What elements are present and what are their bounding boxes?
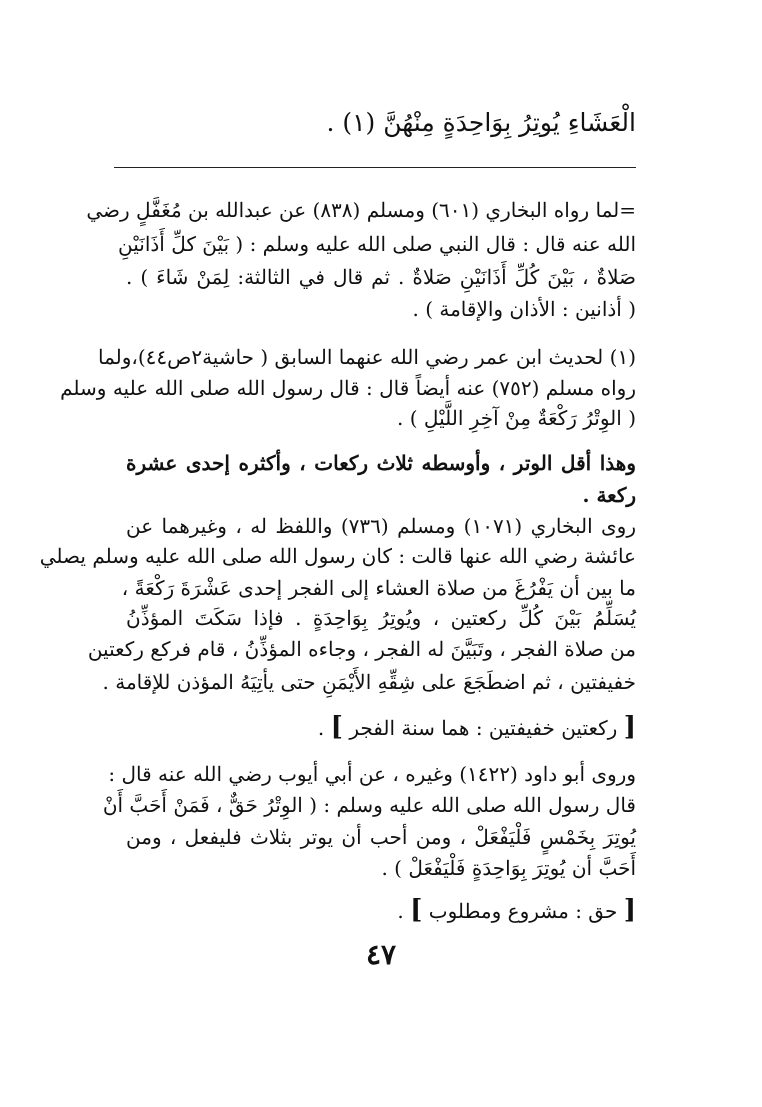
fajr-note-text: ركعتين خفيفتين : هما سنة الفجر bbox=[349, 716, 618, 740]
abu-ayyub-hadith-line-4: أَحَبَّ أن يُوتِرَ بِوَاحِدَةٍ فَلْيَفْعَلْ ) . bbox=[381, 856, 636, 880]
footnote-1-line-3: ( الوِتْرُ رَكْعَةٌ مِنْ آخِرِ اللَّيْلِ ) . bbox=[397, 406, 636, 430]
note-open-bracket: [ bbox=[623, 712, 636, 742]
aisha-hadith-line-3: ما بين أن يَفْرُغَ من صلاة العشاء إلى الفجر إحدى عَشْرَةَ رَكْعَةً ، bbox=[121, 576, 636, 600]
aisha-hadith-line-2: عائشة رضي الله عنها قالت : كان رسول الله صلى الله عليه وسلم يصلي bbox=[39, 544, 636, 568]
haqq-note bbox=[126, 893, 636, 927]
footnote-1-line-1: (١) لحديث ابن عمر رضي الله عنهما السابق ( حاشية٢ص٤٤)،ولما bbox=[97, 345, 636, 369]
footnote-1-line-2: رواه مسلم (٧٥٢) عنه أيضاً قال : قال رسول الله صلى الله عليه وسلم bbox=[60, 376, 636, 400]
note-open-bracket: [ bbox=[623, 895, 636, 925]
note-end-dot: . bbox=[317, 716, 325, 740]
footnote-continued-line-1: =لما رواه البخاري (٦٠١) ومسلم (٨٣٨) عن عبدالله بن مُغَفَّلٍ رضي bbox=[86, 198, 636, 222]
footnote-continued-line-2: الله عنه قال : قال النبي صلى الله عليه وسلم : ( بَيْنَ كلِّ أَذَانَيْنِ bbox=[118, 232, 636, 256]
haqq-note-text: حق : مشروع ومطلوب bbox=[428, 899, 618, 923]
note-close-bracket: ] bbox=[330, 712, 343, 742]
footnote-separator bbox=[114, 167, 636, 168]
page-number: ٤٧ bbox=[365, 938, 397, 971]
abu-ayyub-hadith-line-1: وروى أبو داود (١٤٢٢) وغيره ، عن أبي أيوب رضي الله عنه قال : bbox=[108, 762, 636, 786]
abu-ayyub-hadith-line-3: يُوتِرَ بِخَمْسٍ فَلْيَفْعَلْ ، ومن أحب أن يوتر بثلاث فليفعل ، ومن bbox=[126, 825, 636, 849]
top-text-line: الْعَشَاءِ يُوتِرُ بِوَاحِدَةٍ مِنْهُنَّ (١) . bbox=[326, 108, 636, 137]
aisha-hadith-line-6: خفيفتين ، ثم اضطَجَعَ على شِقِّهِ الأَيْمَنِ حتى يأتِيَهُ المؤذن للإقامة . bbox=[102, 670, 636, 694]
witr-count-line-1: وهذا أقل الوتر ، وأوسطه ثلاث ركعات ، وأكثره إحدى عشرة bbox=[126, 451, 636, 475]
note-end-dot: . bbox=[397, 899, 404, 923]
aisha-hadith-line-5: من صلاة الفجر ، وتَبَيَّنَ له الفجر ، وجاءه المؤذِّنُ ، قام فركع ركعتين bbox=[87, 637, 636, 661]
abu-ayyub-hadith-line-2: قال رسول الله صلى الله عليه وسلم : ( الوِتْرُ حَقٌّ ، فَمَنْ أَحَبَّ أَنْ bbox=[102, 793, 636, 817]
footnote-continued-line-4: ( أذانين : الأذان والإقامة ) . bbox=[412, 297, 636, 321]
aisha-hadith-line-4: يُسَلِّمُ بَيْنَ كُلِّ ركعتين ، ويُوتِرُ بِوَاحِدَةٍ . فإذا سَكَتَ المؤذِّنُ bbox=[126, 606, 636, 630]
witr-count-line-2: ركعة . bbox=[582, 483, 636, 507]
footnote-continued-line-3: صَلاةٌ ، بَيْنَ كُلِّ أَذَانَيْنِ صَلاةٌ . ثم قال في الثالثة: لِمَنْ شَاءَ ) . bbox=[126, 265, 636, 289]
note-close-bracket: ] bbox=[410, 895, 423, 925]
fajr-note bbox=[126, 710, 636, 744]
aisha-hadith-line-1: روى البخاري (١٠٧١) ومسلم (٧٣٦) واللفظ له ، وغيرهما عن bbox=[126, 514, 636, 538]
